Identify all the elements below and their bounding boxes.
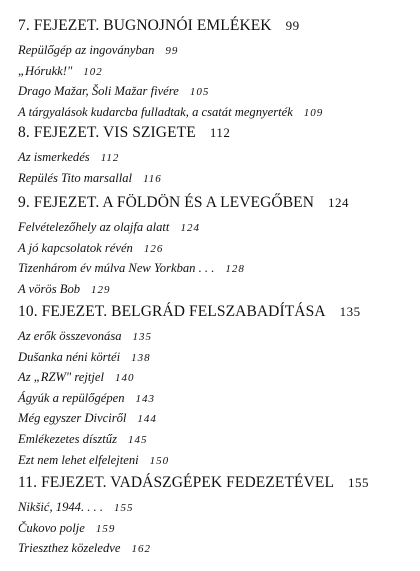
entry-title: Az erők összevonása [18,329,122,343]
entry-title: Trieszthez közeledve [18,541,121,556]
entry-title: „Hórukk!" [18,63,73,78]
entry-page-number: 162 [131,543,151,556]
entry-title: A tárgyalások kudarcba fulladtak, a csatát megnyerték [18,104,293,119]
entry-title: Ágyúk a repülőgépen [18,390,125,405]
entry-page-number: 159 [95,522,116,535]
toc-entry [18,259,414,280]
chapter-heading [18,124,414,142]
toc-entry [18,218,414,239]
chapter-heading [18,474,414,492]
entry-page-number: 126 [143,242,164,255]
entry-page-number: 155 [114,502,134,514]
toc-entry [18,82,414,103]
toc-entry [18,498,414,519]
toc-entry [18,148,414,169]
entry-title: Nikšić, 1944. . . . [18,500,104,514]
toc-entry [18,451,414,472]
toc-entry [18,519,414,540]
toc-entry [18,239,414,260]
chapter-title: 7. FEJEZET. BUGNOJNÓI EMLÉKEK [18,17,272,34]
entry-title: Még egyszer Divciről [18,411,127,426]
chapter-11 [18,474,414,560]
chapter-heading [18,194,414,212]
chapter-title: 11. FEJEZET. VADÁSZGÉPEK FEDEZETÉVEL [18,474,335,491]
chapter-title: 10. FEJEZET. BELGRÁD FELSZABADÍTÁSA [18,303,326,320]
toc-entry [18,41,414,62]
chapter-page-number: 99 [285,18,300,33]
toc-entry [18,368,414,389]
chapter-heading [18,17,414,35]
entry-title: Čukovo polje [18,520,85,535]
entry-page-number: 150 [149,454,170,467]
toc-entry [18,389,414,410]
chapter-page-number: 135 [339,304,361,319]
entry-page-number: 124 [180,222,200,234]
chapter-title: 9. FEJEZET. A FÖLDÖN ÉS A LEVEGŐBEN [18,194,314,211]
toc-entry [18,327,414,348]
chapter-9 [18,194,414,300]
toc-entry [18,103,414,124]
chapter-entries [18,148,414,189]
toc-entry [18,539,414,560]
chapter-page-number: 124 [328,195,349,210]
entry-title: Ezt nem lehet elfelejteni [18,452,139,467]
entry-page-number: 138 [131,351,151,364]
entry-title: Tizenhárom év múlva New Yorkban . . . [18,261,215,276]
entry-title: Felvételezőhely az olajfa alatt [18,220,170,234]
chapter-title: 8. FEJEZET. VIS SZIGETE [18,124,196,141]
toc-entry [18,169,414,190]
entry-page-number: 99 [165,45,179,57]
toc-entry [18,409,414,430]
toc-entry [18,280,414,301]
entry-page-number: 116 [143,172,162,185]
entry-page-number: 105 [189,86,210,99]
entry-title: A jó kapcsolatok révén [18,240,133,255]
entry-page-number: 102 [83,65,103,78]
entry-page-number: 128 [225,263,245,276]
entry-title: Az ismerkedés [18,150,90,164]
chapter-entries [18,41,414,123]
toc-entry [18,430,414,451]
toc-entry [18,348,414,369]
toc-entry [18,62,414,83]
entry-page-number: 109 [303,106,324,119]
entry-title: A vörös Bob [18,281,81,296]
chapter-7 [18,17,414,123]
entry-page-number: 112 [100,152,120,164]
entry-page-number: 144 [137,413,157,426]
chapter-entries [18,498,414,560]
entry-page-number: 145 [127,433,148,446]
chapter-page-number: 155 [348,475,370,490]
entry-title: Dušanka néni körtéi [18,349,121,364]
entry-title: Repülés Tito marsallal [18,170,133,185]
chapter-heading [18,303,414,321]
chapter-10 [18,303,414,471]
chapter-entries [18,218,414,300]
entry-title: Drago Mažar, Šoli Mažar fivére [18,84,179,99]
entry-page-number: 140 [114,372,135,385]
chapter-entries [18,327,414,471]
entry-title: Az „RZW" rejtjel [18,370,104,385]
entry-page-number: 143 [135,392,156,405]
entry-page-number: 135 [132,331,153,343]
chapter-8 [18,124,414,189]
entry-page-number: 129 [91,283,111,296]
entry-title: Emlékezetes dísztűz [18,431,117,446]
chapter-page-number: 112 [209,125,231,140]
entry-title: Repülőgép az ingoványban [18,43,155,57]
